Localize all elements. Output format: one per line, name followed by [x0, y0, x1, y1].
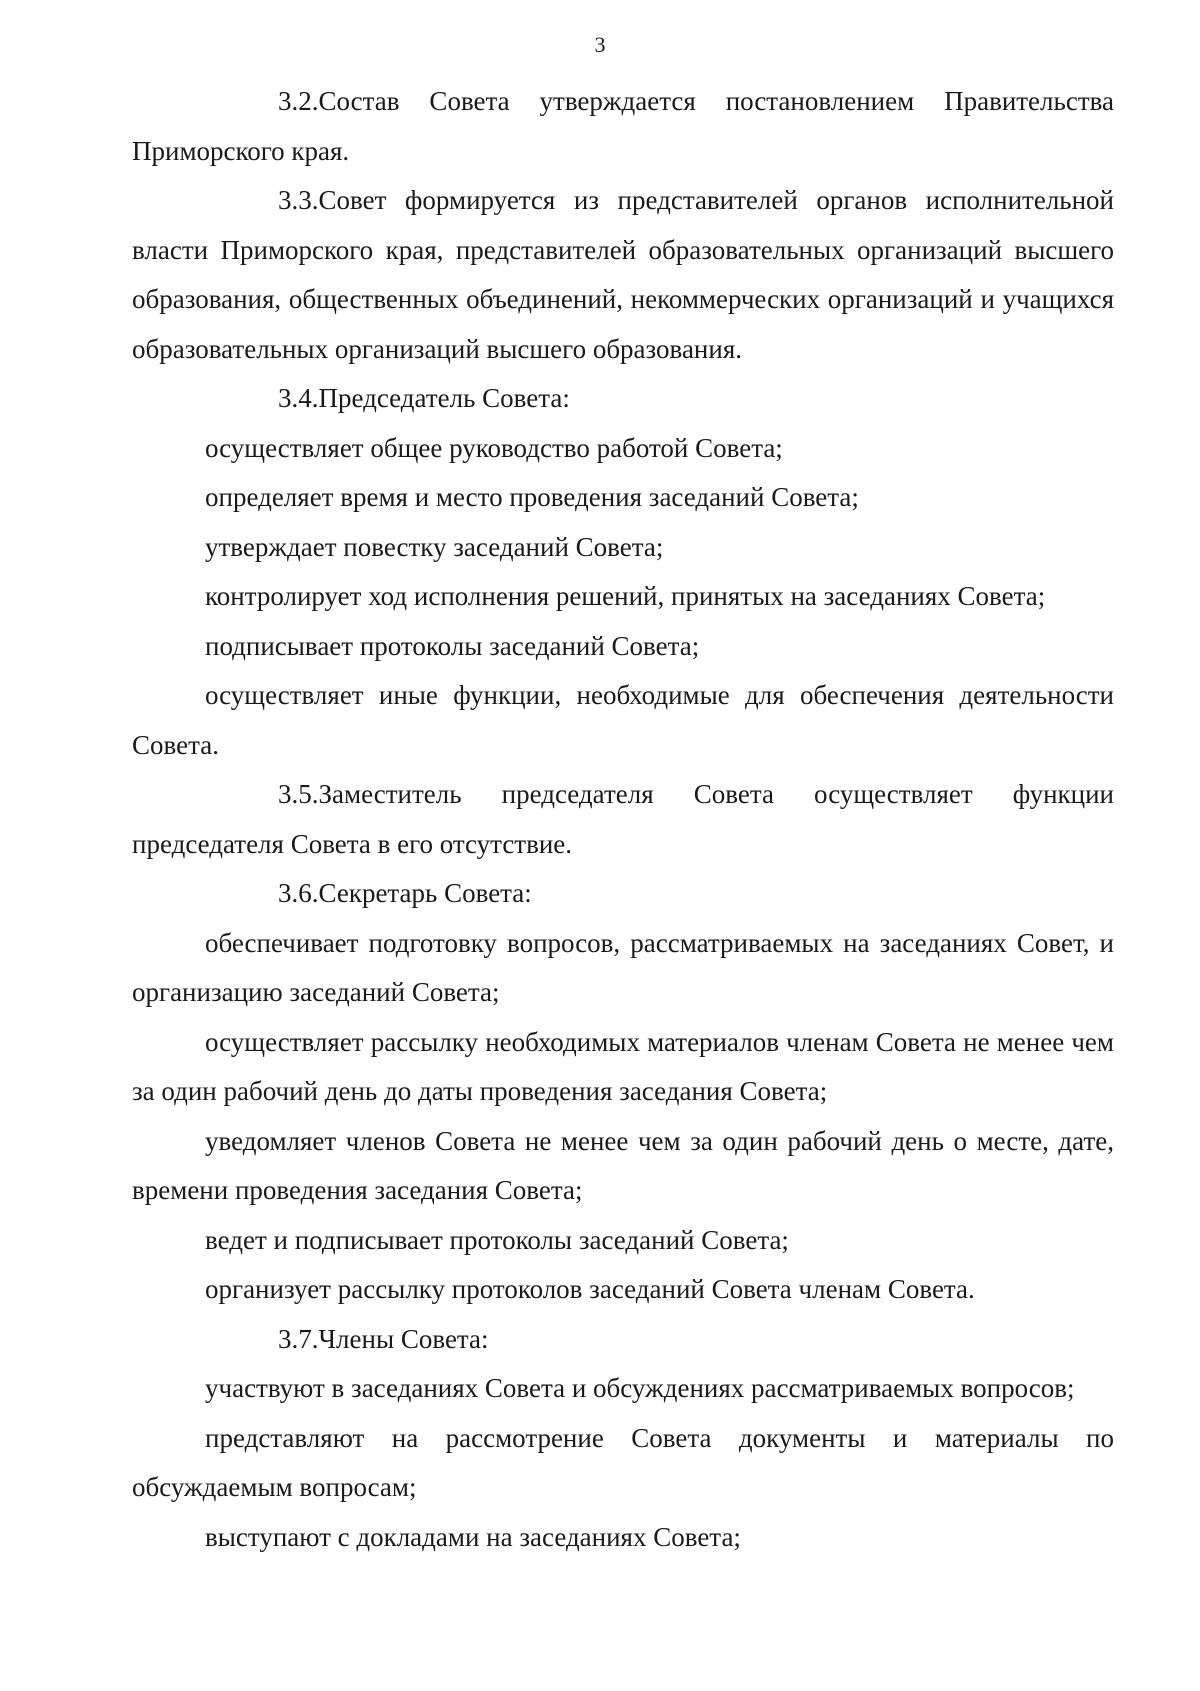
paragraph-text: Председатель Совета:	[318, 383, 570, 413]
paragraph-3-7	[132, 1315, 1114, 1365]
list-item: подписывает протоколы заседаний Совета;	[205, 630, 700, 661]
paragraph-text: Заместитель председателя Совета осуществляет функции председателя Совета в его отсутствие.	[132, 779, 1114, 859]
paragraph-3-6	[132, 869, 1114, 919]
list-item: организует рассылку протоколов заседаний Совета членам Совета.	[205, 1274, 975, 1304]
document-body	[132, 77, 1114, 1562]
list-item: утверждает повестку заседаний Совета;	[205, 531, 664, 562]
list-item: выступают с докладами на заседаниях Совета;	[205, 1521, 741, 1552]
list-item: контролирует ход исполнения решений, принятых на заседаниях Совета;	[205, 581, 1046, 611]
list-item: участвуют в заседаниях Совета и обсуждениях рассматриваемых вопросов;	[205, 1373, 1075, 1403]
list-item: представляют на рассмотрение Совета документы и материалы по обсуждаемым вопросам;	[132, 1422, 1114, 1502]
clause-number: 3.7.	[278, 1323, 319, 1354]
paragraph-3-2	[132, 77, 1114, 176]
list-item: определяет время и место проведения заседаний Совета;	[205, 482, 859, 512]
clause-number: 3.4.	[278, 383, 319, 413]
paragraph-3-3	[132, 176, 1114, 374]
paragraph-text: Члены Совета:	[318, 1323, 489, 1354]
clause-number: 3.3.	[278, 185, 319, 215]
paragraph-3-4	[132, 374, 1114, 424]
list-item: осуществляет рассылку необходимых материалов членам Совета не менее чем за один рабочий день до даты проведения заседания Совета;	[132, 1026, 1114, 1106]
clause-number: 3.2.	[278, 86, 319, 116]
list-item: осуществляет общее руководство работой Совета;	[205, 432, 783, 463]
paragraph-text: Секретарь Совета:	[318, 878, 532, 908]
clause-number: 3.5.	[278, 779, 319, 809]
list-item: уведомляет членов Совета не менее чем за один рабочий день о месте, дате, времени проведения заседания Совета;	[132, 1125, 1114, 1205]
list-item: обеспечивает подготовку вопросов, рассматриваемых на заседаниях Совет, и организацию заседаний Совета;	[132, 927, 1114, 1007]
list-item: ведет и подписывает протоколы заседаний Совета;	[205, 1224, 789, 1255]
clause-number: 3.6.	[278, 878, 319, 908]
paragraph-text: Совет формируется из представителей органов исполнительной власти Приморского края, представителей образовательных организаций высшего образования, общественных объединений, некоммерческих организаций и учащихся образовательных организаций высшего образования.	[132, 185, 1114, 364]
page-number: 3	[594, 32, 606, 57]
paragraph-text: Состав Совета утверждается постановлением Правительства Приморского края.	[132, 86, 1114, 166]
paragraph-3-5	[132, 770, 1114, 869]
list-item: осуществляет иные функции, необходимые для обеспечения деятельности Совета.	[132, 680, 1114, 760]
